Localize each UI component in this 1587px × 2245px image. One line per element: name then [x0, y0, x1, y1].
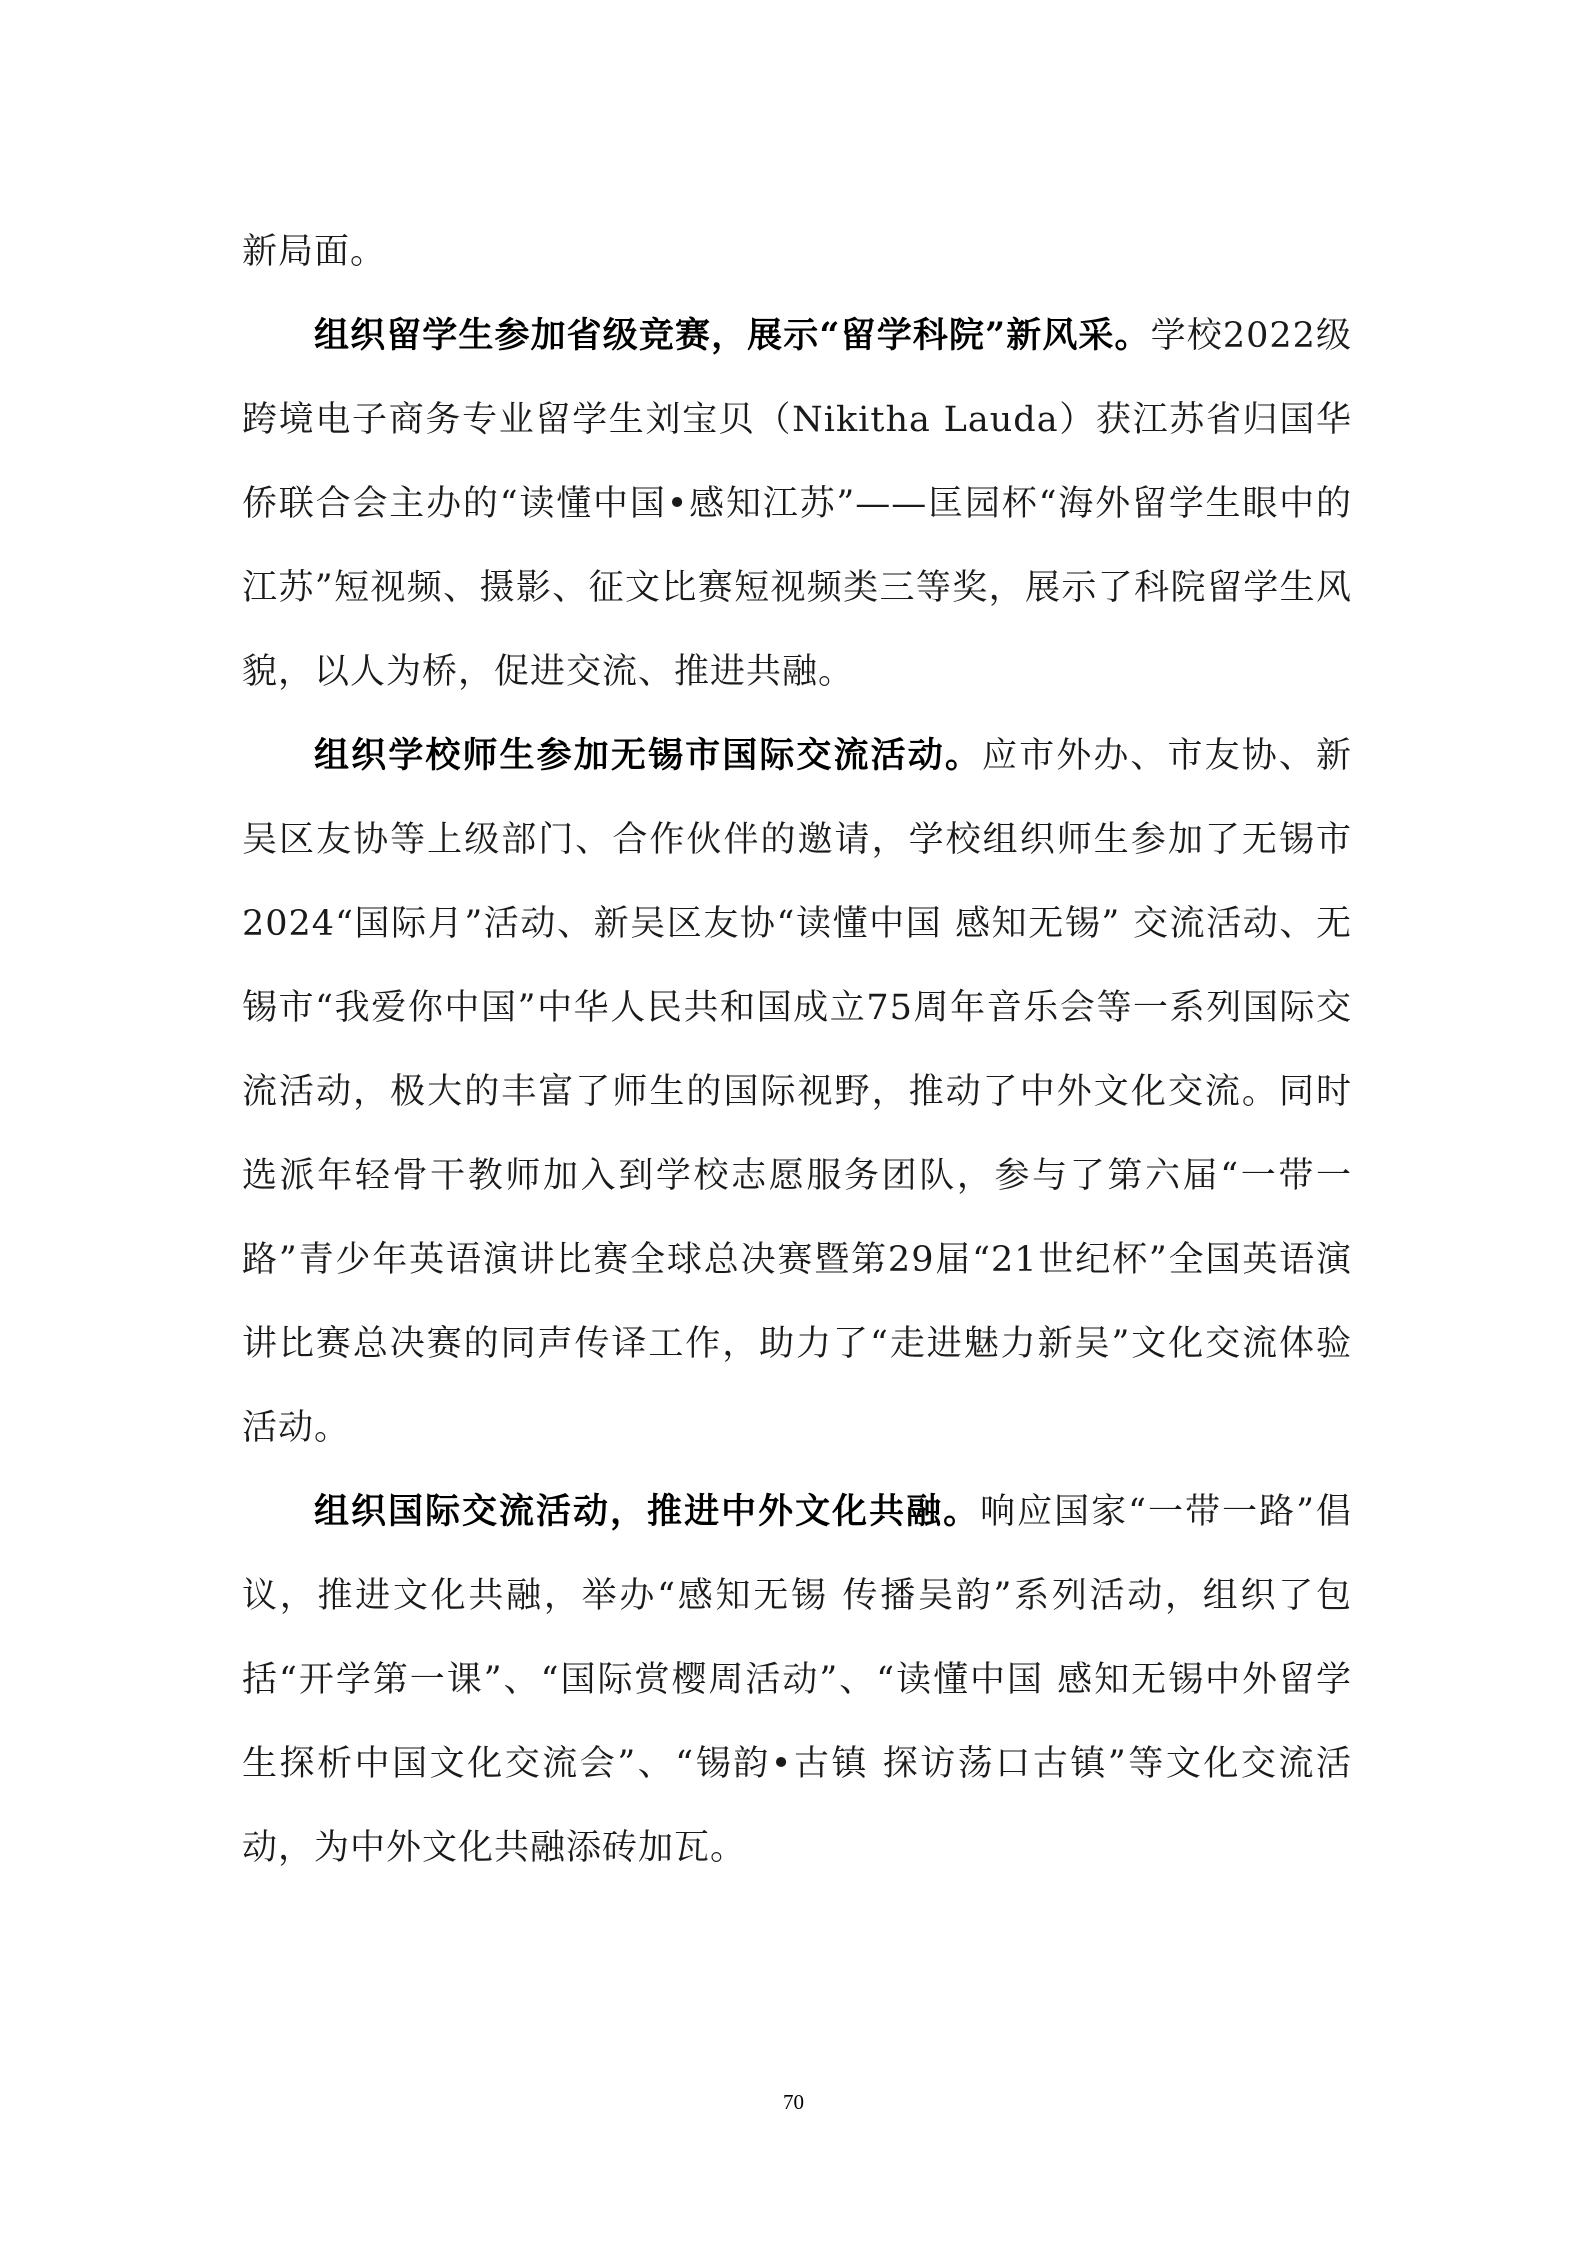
- paragraph-lead: 组织留学生参加省级竞赛，展示“留学科院”新风采。: [314, 315, 1151, 356]
- paragraph-body: 响应国家“一带一路”倡议，推进文化共融，举办“感知无锡 传播吴韵”系列活动，组织了包括“开学第一课”、“国际赏樱周活动”、“读懂中国 感知无锡中外留学生探析中国文化交流会”、“锡韵•古镇 探访荡口古镇”等文化交流活动，为中外文化共融添砖加瓦。: [242, 1492, 1352, 1868]
- paragraph-wuxi-exchange: [242, 714, 1352, 1470]
- page-number: 70: [783, 2090, 804, 2114]
- paragraph-cultural-integration: [242, 1470, 1352, 1890]
- continuation-paragraph: [242, 210, 1352, 294]
- document-body: [242, 210, 1352, 1890]
- paragraph-lead: 组织国际交流活动，推进中外文化共融。: [314, 1491, 981, 1532]
- paragraph-student-competition: [242, 294, 1352, 714]
- paragraph-body: 学校2022级跨境电子商务专业留学生刘宝贝（Nikitha Lauda）获江苏省归国华侨联合会主办的“读懂中国•感知江苏”——匡园杯“海外留学生眼中的江苏”短视频、摄影、征文比赛短视频类三等奖，展示了科院留学生风貌，以人为桥，促进交流、推进共融。: [242, 316, 1352, 692]
- paragraph-lead: 组织学校师生参加无锡市国际交流活动。: [314, 735, 982, 776]
- continuation-text: 新局面。: [242, 232, 387, 272]
- paragraph-body: 应市外办、市友协、新吴区友协等上级部门、合作伙伴的邀请，学校组织师生参加了无锡市2024“国际月”活动、新吴区友协“读懂中国 感知无锡” 交流活动、无锡市“我爱你中国”中华人民共和国成立75周年音乐会等一系列国际交流活动，极大的丰富了师生的国际视野，推动了中外文化交流。同时选派年轻骨干教师加入到学校志愿服务团队，参与了第六届“一带一路”青少年英语演讲比赛全球总决赛暨第29届“21世纪杯”全国英语演讲比赛总决赛的同声传译工作，助力了“走进魅力新吴”文化交流体验活动。: [242, 736, 1352, 1448]
